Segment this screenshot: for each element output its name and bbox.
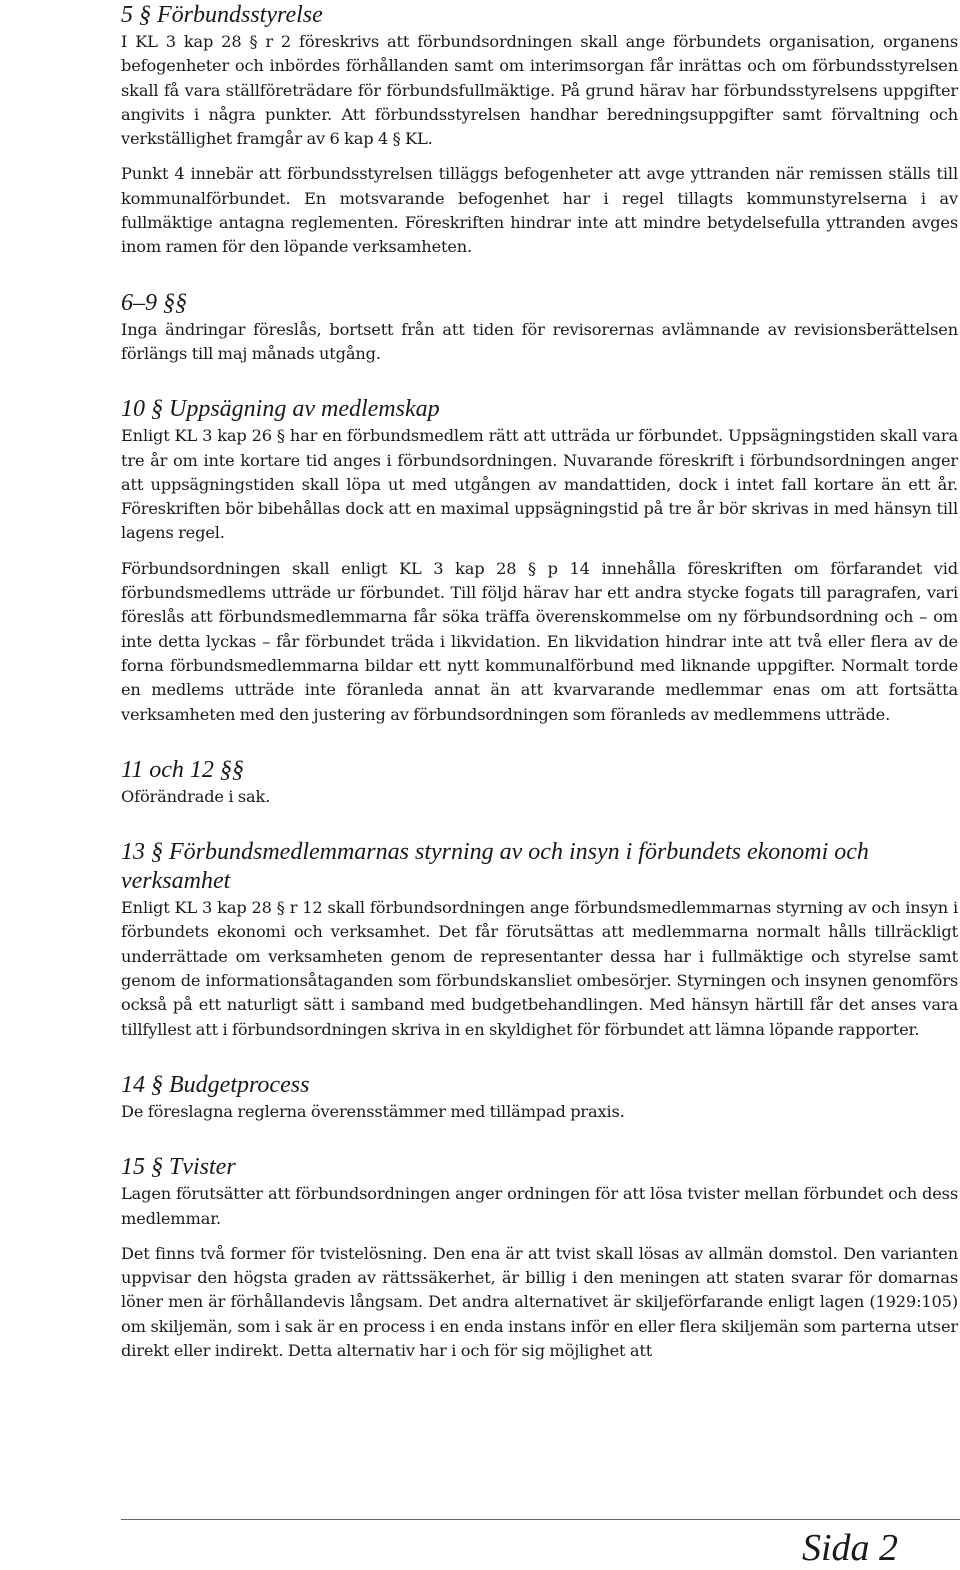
paragraph: Lagen förutsätter att förbundsordningen anger ordningen för att lösa tvister mellan förbundet och dess medlemmar. xyxy=(121,1184,958,1228)
paragraph: Inga ändringar föreslås, bortsett från att tiden för revisorernas avlämnande av revisionsberättelsen förlängs till maj månads utgång. xyxy=(121,319,958,363)
section-heading: 13 § Förbundsmedlemmarnas styrning av och insyn i förbundets ekonomi och verksamhet xyxy=(121,839,869,895)
section-10 xyxy=(121,395,958,727)
section-heading: 14 § Budgetprocess xyxy=(121,1071,310,1098)
paragraph: Punkt 4 innebär att förbundsstyrelsen tilläggs befogenheter att avge yttranden när remissen ställs till kommunalförbundet. En motsvarande befogenhet har i regel tillagts kommunstyrelserna i av fullmäktige antagna reglementen. Föreskriften hindrar inte att mindre betydelsefulla yttranden avges inom ramen för den löpande verksamheten. xyxy=(121,164,958,257)
paragraph: I KL 3 kap 28 § r 2 föreskrivs att förbundsordningen skall ange förbundets organisation, organens befogenheter och inbördes förhållanden samt om interimsorgan får inrättas och om förbundsstyrelsen skall få vara ställföreträdare för förbundsfullmäktige. På grund härav har förbundsstyrelsens uppgifter angivits i några punkter. Att förbundsstyrelsen handhar beredningsuppgifter samt förvaltning och verkställighet framgår av 6 kap 4 § KL. xyxy=(121,32,958,149)
paragraph: Enligt KL 3 kap 26 § har en förbundsmedlem rätt att utträda ur förbundet. Uppsägningstiden skall vara tre år om inte kortare tid anges i förbundsordningen. Nuvarande föreskrift i förbundsordningen anger att uppsägningstiden skall löpa ut med utgången av mandattiden, dock i intet fall kortare än ett år. Föreskriften bör bibehållas dock att en maximal uppsägningstid på tre år bör skrivas in med hänsyn till lagens regel. xyxy=(121,426,958,543)
section-heading: 11 och 12 §§ xyxy=(121,756,244,783)
section-15 xyxy=(121,1153,958,1363)
section-14 xyxy=(121,1071,958,1124)
section-heading: 15 § Tvister xyxy=(121,1154,236,1181)
paragraph: Oförändrade i sak. xyxy=(121,786,271,806)
page-number-label: Sida 2 xyxy=(801,1527,898,1569)
paragraph: De föreslagna reglerna överensstämmer med tillämpad praxis. xyxy=(121,1101,625,1121)
section-heading: 6–9 §§ xyxy=(121,289,187,316)
section-heading: 5 § Förbundsstyrelse xyxy=(121,2,323,28)
document-page xyxy=(121,0,958,1363)
section-13 xyxy=(121,838,958,1042)
section-11-12 xyxy=(121,756,958,809)
paragraph: Förbundsordningen skall enligt KL 3 kap 28 § p 14 innehålla föreskriften om förfarandet vid förbundsmedlems utträde ur förbundet. Till följd härav har ett andra stycke fogats till paragrafen, vari föreslås att förbundsmedlemmarna får söka träffa överenskommelse om ny förbundsordning och – om inte detta lyckas – får förbundet träda i likvidation. En likvidation hindrar inte att två eller flera av de forna förbundsmedlemmarna bildar ett nytt kommunalförbund med liknande uppgifter. Normalt torde en medlems utträde inte föranleda annat än att kvarvarande medlemmar enas om att fortsätta verksamheten med den justering av förbundsordningen som föranleds av medlemmens utträde. xyxy=(121,558,958,724)
footer-divider xyxy=(121,1519,960,1520)
paragraph: Enligt KL 3 kap 28 § r 12 skall förbundsordningen ange förbundsmedlemmarnas styrning av och insyn i förbundets ekonomi och verksamhet. Det får förutsättas att medlemmarna normalt hålls tillräckligt underrättade om verksamheten genom de representanter dessa har i fullmäktige och styrelse samt genom de informationsåtaganden som förbundskansliet ombesörjer. Styrningen och insynen genomförs också på ett naturligt sätt i samband med budgetbehandlingen. Med hänsyn härtill får det anses vara tillfyllest att i förbundsordningen skriva in en skyldighet för förbundet att lämna löpande rapporter. xyxy=(121,898,958,1039)
section-6-9 xyxy=(121,289,958,367)
section-5 xyxy=(121,1,958,260)
paragraph: Det finns två former för tvistelösning. Den ena är att tvist skall lösas av allmän domstol. Den varianten uppvisar den högsta graden av rättssäkerhet, är billig i den meningen att staten svarar för domarnas löner men är förhållandevis långsam. Det andra alternativet är skiljeförfarande enligt lagen (1929:105) om skiljemän, som i sak är en process i en enda instans inför en eller flera skiljemän som parterna utser direkt eller indirekt. Detta alternativ har i och för sig möjlighet att xyxy=(121,1243,958,1360)
section-heading: 10 § Uppsägning av medlemskap xyxy=(121,396,440,423)
